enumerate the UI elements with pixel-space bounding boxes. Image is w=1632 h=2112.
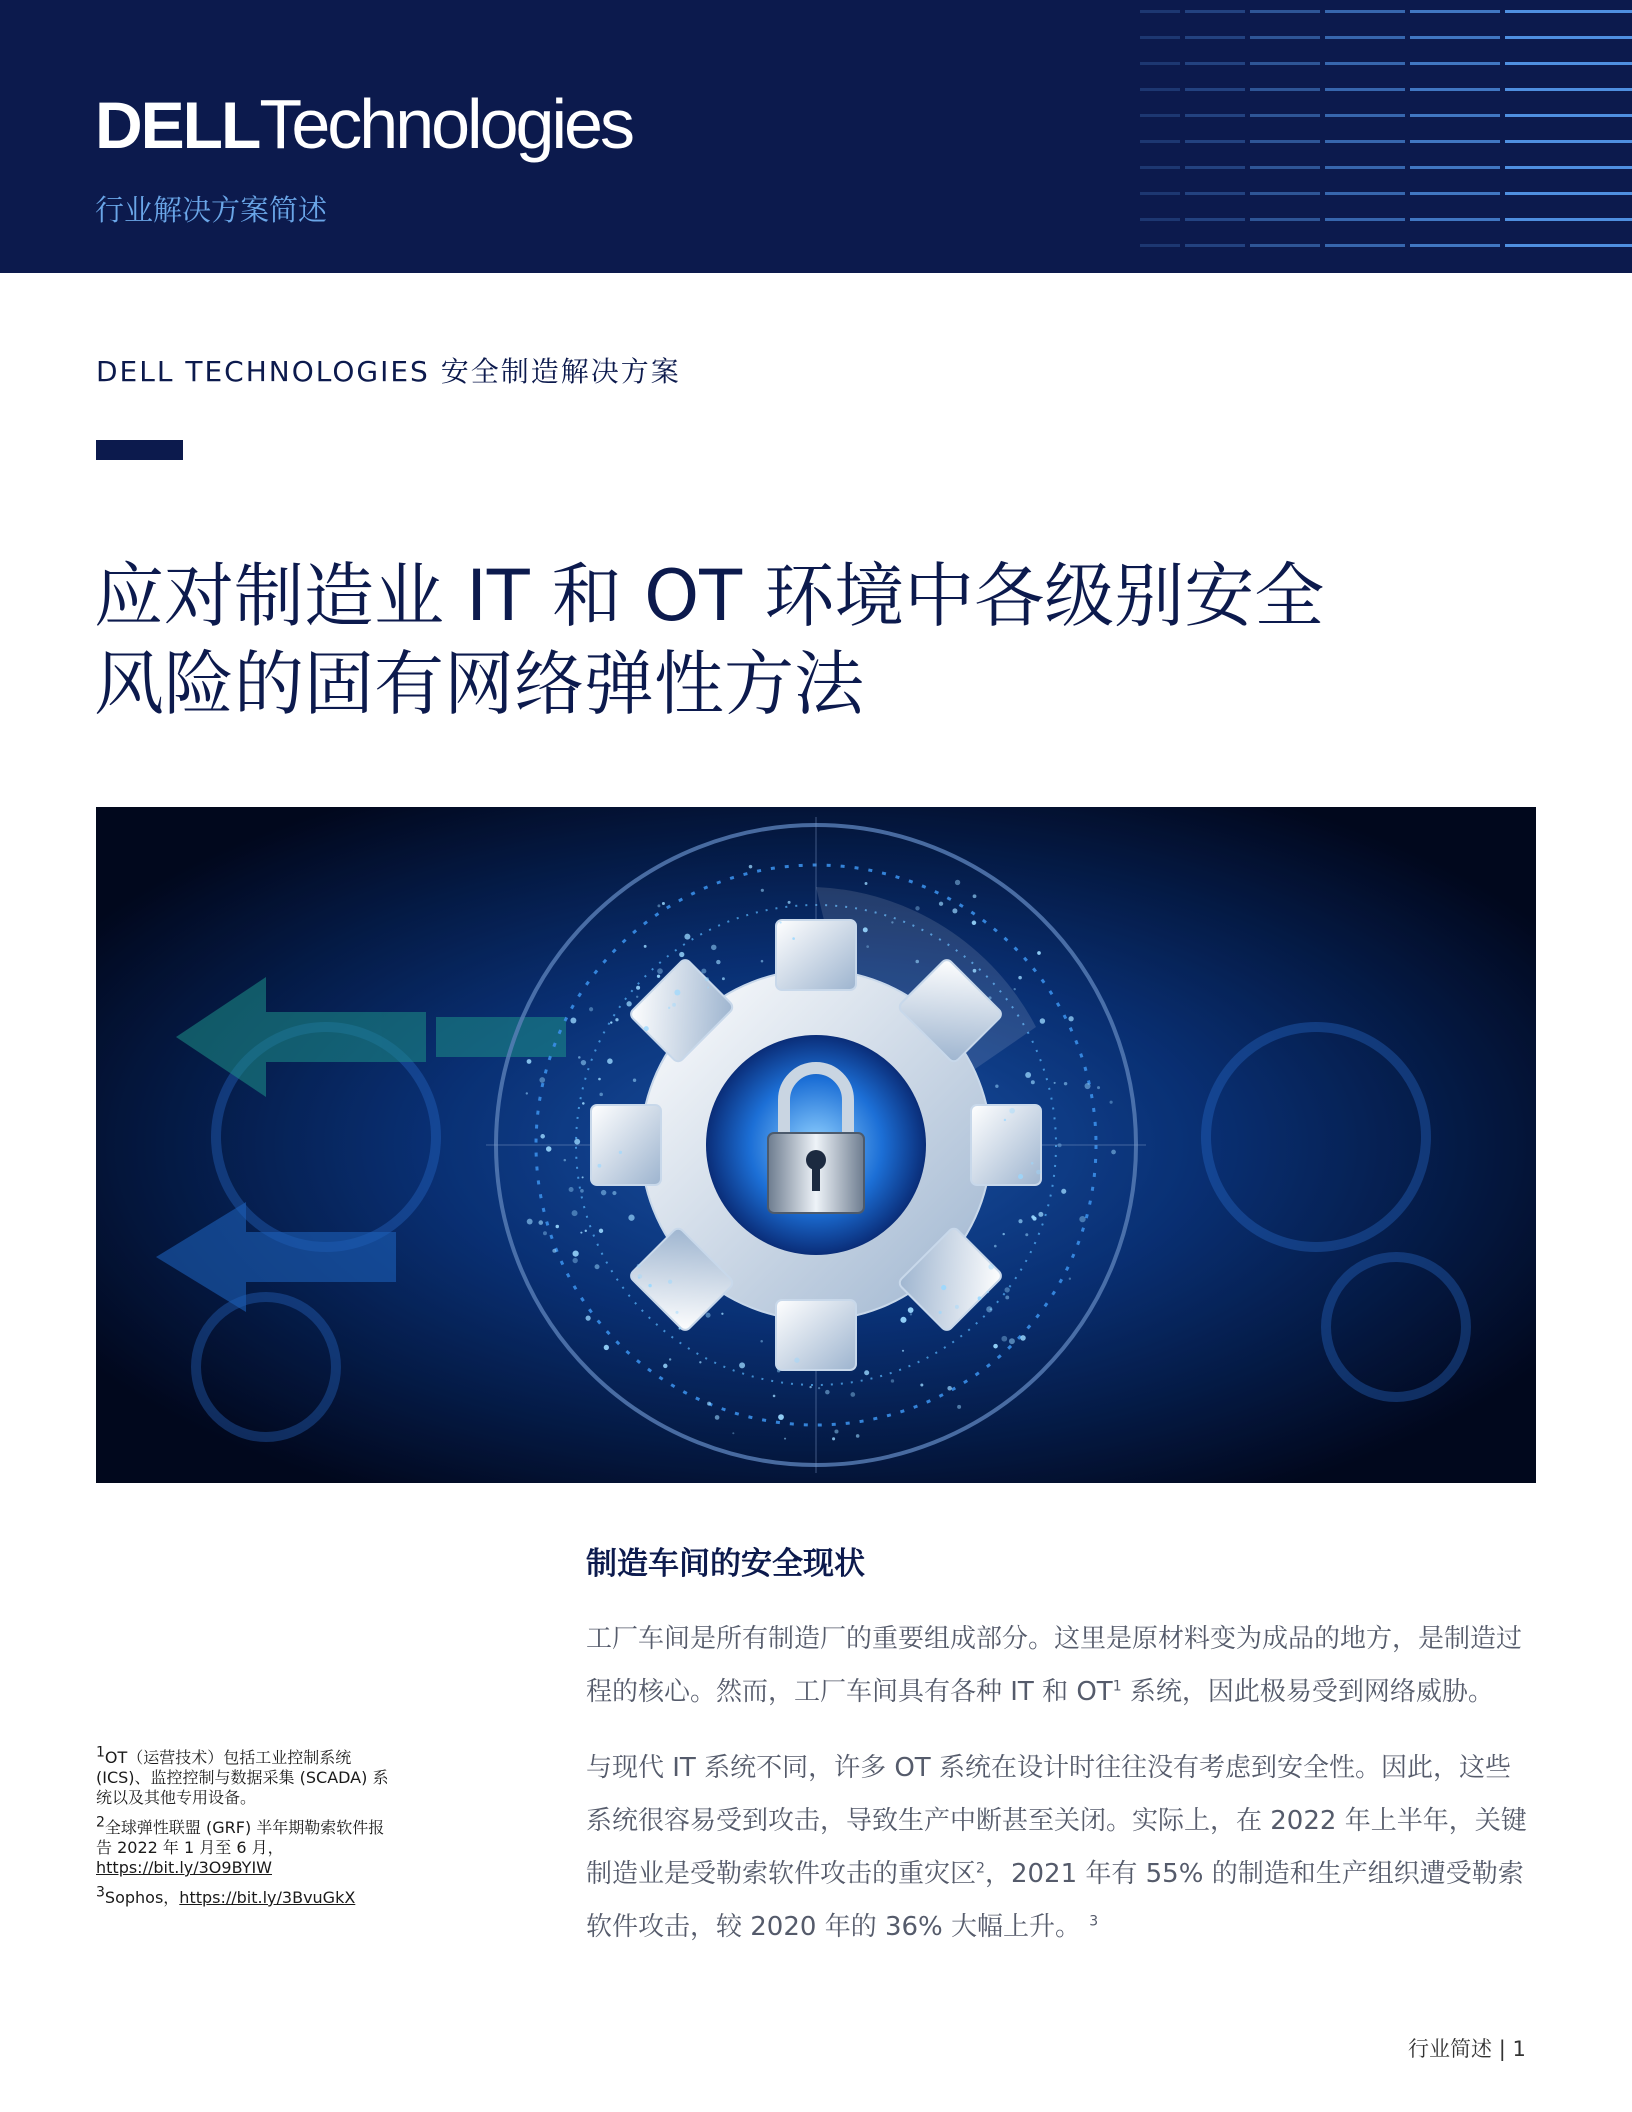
footnote-2-text: 全球弹性联盟 (GRF) 半年期勒索软件报告 2022 年 1 月至 6 月， — [96, 1818, 385, 1857]
footnote-1 — [96, 1744, 396, 1808]
paragraph-2 — [586, 1742, 1536, 1954]
footnote-3-text: Sophos， — [104, 1888, 180, 1907]
logo-dell: DELL — [95, 88, 260, 162]
paragraph-1-text: 工厂车间是所有制造厂的重要组成部分。这里是原材料变为成品的地方，是制造过程的核心。然而，工厂车间具有各种 IT 和 OT — [586, 1624, 1523, 1707]
title-line-2: 风险的固有网络弹性方法 — [94, 643, 864, 725]
footnote-ref-1: 1 — [1112, 1678, 1122, 1695]
dell-technologies-logo — [95, 84, 632, 174]
title-line-1: 应对制造业 IT 和 OT 环境中各级别安全 — [94, 555, 1325, 637]
page-title — [94, 552, 1534, 728]
eyebrow-heading: DELL TECHNOLOGIES 安全制造解决方案 — [96, 355, 681, 388]
accent-bar — [96, 440, 183, 460]
header-banner — [0, 0, 1632, 273]
logo-technologies: Technologies — [259, 85, 632, 163]
page-number: 1 — [1512, 2037, 1526, 2061]
footnote-3 — [96, 1884, 396, 1908]
footnotes — [96, 1744, 396, 1918]
footer-separator: | — [1498, 2037, 1506, 2061]
footnote-2-number: 2 — [96, 1814, 105, 1831]
hero-image — [96, 807, 1536, 1483]
footnote-ref-3: 3 — [1089, 1913, 1099, 1930]
paragraph-1 — [586, 1613, 1536, 1719]
page-footer — [1408, 2033, 1526, 2063]
footnote-ref-2: 2 — [976, 1860, 985, 1877]
footnote-3-link[interactable]: https://bit.ly/3BvuGkX — [179, 1888, 356, 1907]
paragraph-2-text: 与现代 IT 系统不同，许多 OT 系统在设计时往往没有考虑到安全性。因此，这些系统很容易受到攻击，导致生产中断甚至关闭。实际上，在 2022 年上半年，关键制造业是受勒索软件攻击的重灾区 — [586, 1753, 1527, 1889]
footer-label: 行业简述 — [1408, 2037, 1492, 2061]
footnote-3-number: 3 — [96, 1884, 105, 1901]
decorative-stripes — [1140, 0, 1632, 273]
brief-type-label: 行业解决方案简述 — [95, 193, 328, 227]
paragraph-1-text-end: 系统，因此极易受到网络威胁。 — [1121, 1677, 1494, 1707]
footnote-2 — [96, 1814, 396, 1878]
footnote-1-number: 1 — [96, 1744, 105, 1761]
section-heading: 制造车间的安全现状 — [586, 1546, 865, 1582]
footnote-1-text: OT（运营技术）包括工业控制系统 (ICS)、监控控制与数据采集 (SCADA) 系统以及其他专用设备。 — [96, 1748, 389, 1807]
footnote-2-link[interactable]: https://bit.ly/3O9BYIW — [96, 1858, 272, 1877]
paragraph-2-text-end: ，2021 年有 55% 的制造和生产组织遭受勒索软件攻击，较 2020 年的 36% 大幅上升。 — [586, 1859, 1524, 1942]
gear-lock-icon — [96, 807, 1536, 1483]
